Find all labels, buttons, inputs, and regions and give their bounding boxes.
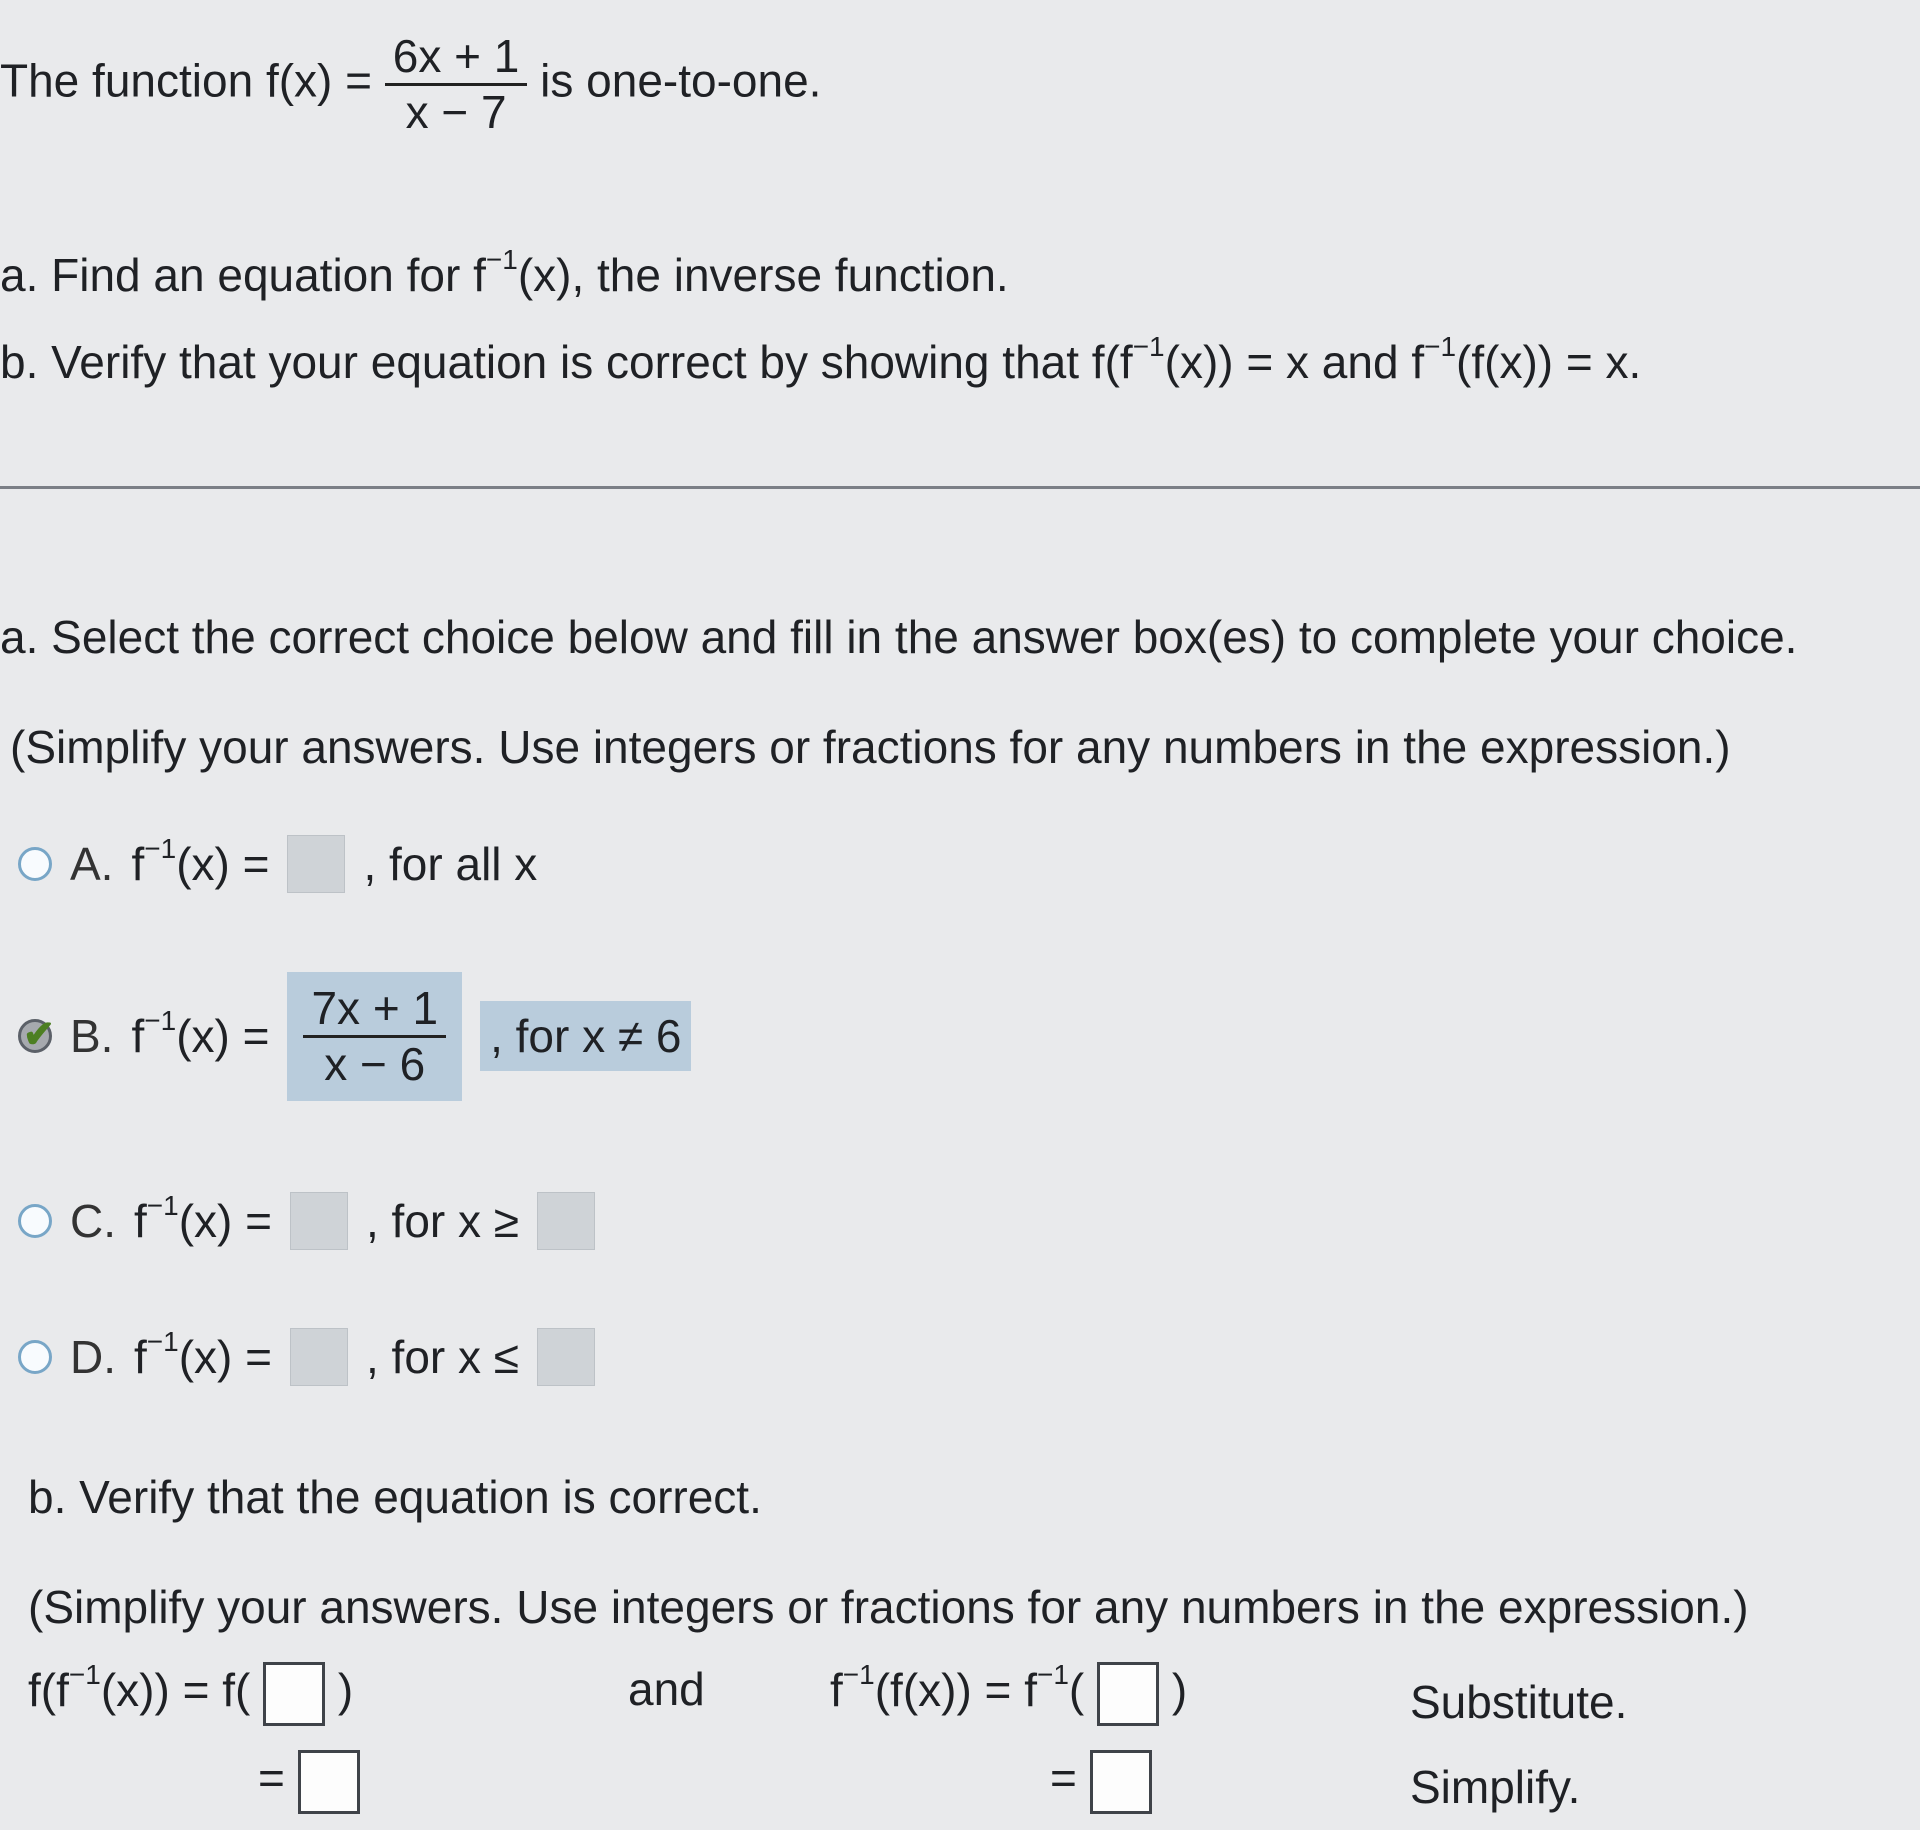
choice-d-expression: $f^{-1}(x)$ = xyxy=(134,1325,272,1383)
function-numerator: 6x + 1 xyxy=(385,30,528,86)
section-divider xyxy=(0,486,1920,489)
choice-b-suffix: , for x ≠ 6 xyxy=(490,1010,682,1063)
answer-b-denominator: x − 6 xyxy=(324,1037,426,1090)
answer-box-d[interactable] xyxy=(290,1328,348,1386)
choice-c-suffix: , for x ≥ xyxy=(366,1195,520,1247)
choice-d[interactable] xyxy=(18,1325,595,1386)
answer-box-b[interactable] xyxy=(287,972,462,1101)
choice-c-label: C. xyxy=(70,1195,116,1247)
choice-c[interactable] xyxy=(18,1189,595,1250)
part-a-prompt: a. Find an equation for $f^{-1}(x)$, the inverse function. xyxy=(0,243,1009,301)
radio-choice-b[interactable] xyxy=(18,1014,55,1057)
choice-b-expression: $f^{-1}(x)$ = xyxy=(131,1005,270,1063)
part-b-prompt: b. Verify that your equation is correct by showing that $f(f^{-1}(x)) = x$ and $f^{-1}(f(x)) = x$. xyxy=(0,330,1642,388)
section-a-instruction: a. Select the correct choice below and fill in the answer box(es) to complete your choice. xyxy=(0,611,1798,663)
radio-choice-c[interactable] xyxy=(18,1204,52,1238)
section-b-title: b. Verify that the equation is correct. xyxy=(28,1471,762,1523)
choice-d-label: D. xyxy=(70,1331,116,1383)
choice-a[interactable] xyxy=(18,832,538,893)
answer-b-numerator: 7x + 1 xyxy=(303,982,446,1038)
verify-right-result: = xyxy=(1050,1750,1152,1814)
choice-c-expression: $f^{-1}(x)$ = xyxy=(134,1189,272,1247)
radio-choice-a[interactable] xyxy=(18,847,52,881)
verify-right-expression: $f^{-1}(f(x)) = f^{-1}$( ) xyxy=(830,1662,1187,1726)
choice-a-expression: $f^{-1}(x)$ = xyxy=(131,832,270,890)
substitute-label: Substitute. xyxy=(1410,1676,1628,1728)
choice-b-label: B. xyxy=(70,1010,114,1063)
section-a-note: (Simplify your answers. Use integers or fractions for any numbers in the expression.) xyxy=(10,721,1731,773)
function-denominator: x − 7 xyxy=(405,85,507,138)
answer-box-d-bound[interactable] xyxy=(537,1328,595,1386)
and-text: and xyxy=(628,1663,705,1715)
intro-prefix: The function f(x) = xyxy=(0,54,372,107)
choice-a-suffix: , for all x xyxy=(363,838,538,890)
intro-suffix: is one-to-one. xyxy=(540,54,822,107)
section-b-note: (Simplify your answers. Use integers or fractions for any numbers in the expression.) xyxy=(28,1581,1749,1633)
choice-d-suffix: , for x ≤ xyxy=(366,1331,520,1383)
verify-left-expression: $f(f^{-1}(x)) = f$( ) xyxy=(28,1662,353,1726)
verify-left-result-input[interactable] xyxy=(298,1750,360,1814)
simplify-label: Simplify. xyxy=(1410,1761,1581,1813)
question-intro xyxy=(0,30,821,139)
verify-right-input[interactable] xyxy=(1097,1662,1159,1726)
function-fraction xyxy=(385,30,528,139)
checkmark-icon: ✔ xyxy=(23,1014,55,1057)
answer-b-fraction xyxy=(303,982,446,1091)
answer-box-c[interactable] xyxy=(290,1192,348,1250)
answer-box-a[interactable] xyxy=(287,835,345,893)
radio-choice-d[interactable] xyxy=(18,1340,52,1374)
verify-left-result: = xyxy=(258,1750,360,1814)
answer-box-b-domain[interactable] xyxy=(480,1001,691,1071)
answer-box-c-bound[interactable] xyxy=(537,1192,595,1250)
verify-right-result-input[interactable] xyxy=(1090,1750,1152,1814)
choice-a-label: A. xyxy=(70,838,114,890)
verify-left-input[interactable] xyxy=(263,1662,325,1726)
choice-b[interactable] xyxy=(18,972,691,1101)
